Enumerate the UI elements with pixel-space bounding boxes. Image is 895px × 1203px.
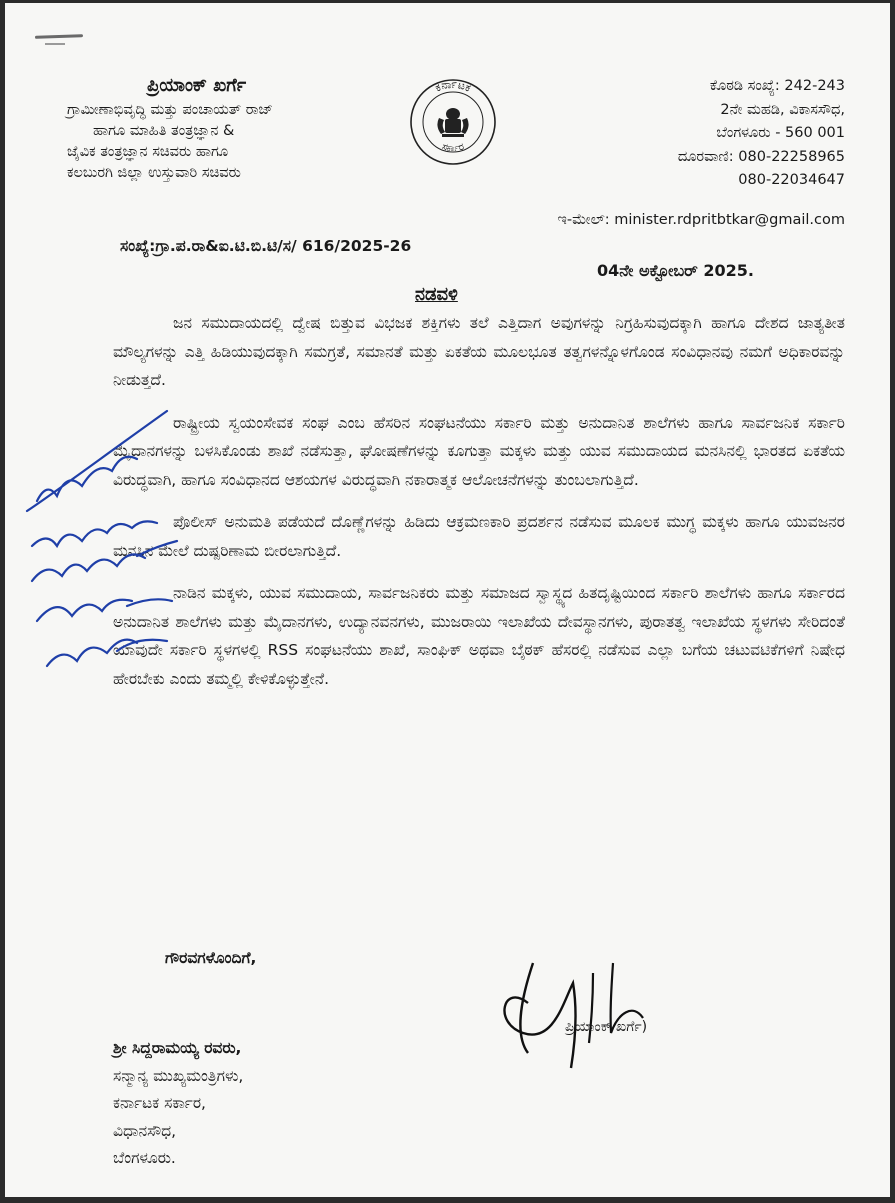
addressee-line: ಕರ್ನಾಟಕ ಸರ್ಕಾರ, bbox=[113, 1094, 206, 1112]
signature-icon bbox=[493, 943, 723, 1073]
emblem-top-text: ಕರ್ನಾಟಕ bbox=[433, 78, 473, 95]
karnataka-emblem-icon bbox=[409, 78, 497, 166]
addressee-line: ಸನ್ಮಾನ್ಯ ಮುಖ್ಯಮಂತ್ರಿಗಳು, bbox=[113, 1066, 244, 1085]
emblem-bottom-text: ಸರ್ಕಾರ bbox=[440, 141, 466, 155]
contact-line: 080-22034647 bbox=[738, 172, 845, 188]
letter-title: ನಡವಳಿ bbox=[415, 284, 458, 305]
addressee-line: ವಿಧಾನಸೌಧ, bbox=[113, 1121, 177, 1140]
staple-mark bbox=[35, 34, 83, 39]
staple-mark-shadow bbox=[45, 43, 65, 45]
addressee-line: ಬೆಂಗಳೂರು. bbox=[113, 1149, 176, 1167]
body-paragraph: ಜನ ಸಮುದಾಯದಲ್ಲಿ ದ್ವೇಷ ಬಿತ್ತುವ ವಿಭಜಕ ಶಕ್ತಿಗಳು ತಲೆ ಎತ್ತಿದಾಗ ಅವುಗಳನ್ನು ನಿಗ್ರಹಿಸುವುದಕ್ಕಾಗಿ ಹಾಗೂ ದೇಶದ ಜಾತ್ಯತೀತ ಮೌಲ್ಯಗಳನ್ನು ಎತ್ತಿ ಹಿಡಿಯುವುದಕ್ಕಾಗಿ ಸಮಗ್ರತೆ, ಸಮಾನತೆ ಮತ್ತು ಏಕತೆಯ ಮೂಲಭೂತ ತತ್ವಗಳನ್ನೊಳಗೊಂಡ ಸಂವಿಧಾನವು ನಮಗೆ ಅಧಿಕಾರವನ್ನು ನೀಡುತ್ತದೆ. bbox=[113, 314, 845, 389]
closing-salutation: ಗೌರವಗಳೊಂದಿಗೆ, bbox=[165, 949, 257, 967]
email-address: ಇ-ಮೇಲ್: minister.rdpritbtkar@gmail.com bbox=[557, 212, 845, 228]
designation-line: ಕಲಬುರಗಿ ಜಿಲ್ಲಾ ಉಸ್ತುವಾರಿ ಸಚಿವರು bbox=[67, 165, 241, 181]
designation-line: ಗ್ರಾಮೀಣಾಭಿವೃದ್ಧಿ ಮತ್ತು ಪಂಚಾಯತ್ ರಾಜ್ bbox=[67, 102, 273, 118]
body-paragraph: ನಾಡಿನ ಮಕ್ಕಳು, ಯುವ ಸಮುದಾಯ, ಸಾರ್ವಜನಿಕರು ಮತ್ತು ಸಮಾಜದ ಸ್ವಾಸ್ಥ್ಯದ ಹಿತದೃಷ್ಟಿಯಿಂದ ಸರ್ಕಾರಿ ಶಾಲೆಗಳು ಹಾಗೂ ಸರ್ಕಾರದ ಅನುದಾನಿತ ಶಾಲೆಗಳು ಮತ್ತು ಮೈದಾನಗಳು, ಉದ್ಯಾನವನಗಳು, ಮುಜರಾಯಿ ಇಲಾಖೆಯ ದೇವಸ್ಥಾನಗಳು, ಪುರಾತತ್ವ ಇಲಾಖೆಯ ಸ್ಥಳಗಳು ಸೇರಿದಂತೆ ಯಾವುದೇ ಸರ್ಕಾರಿ ಸ್ಥಳಗಳಲ್ಲಿ RSS ಸಂಘಟನೆಯು ಶಾಖೆ, ಸಾಂಘಿಕ್ ಅಥವಾ ಬೈಠಕ್ ಹೆಸರಲ್ಲಿ ನಡೆಸುವ ಎಲ್ಲಾ ಬಗೆಯ ಚಟುವಟಿಕೆಗಳಿಗೆ ನಿಷೇಧ ಹೇರಬೇಕು ಎಂದು ತಮ್ಮಲ್ಲಿ ಕೇಳಿಕೊಳ್ಳುತ್ತೇನೆ. bbox=[113, 584, 845, 688]
addressee-line: ಶ್ರೀ ಸಿದ್ದರಾಮಯ್ಯ ರವರು, bbox=[113, 1039, 242, 1057]
designation-line: ಜೈವಿಕ ತಂತ್ರಜ್ಞಾನ ಸಚಿವರು ಹಾಗೂ bbox=[67, 144, 229, 160]
svg-text:ಸರ್ಕಾರ bbox=[440, 141, 465, 154]
minister-header bbox=[67, 75, 397, 184]
contact-line: ದೂರವಾಣಿ: 080-22258965 bbox=[677, 148, 845, 165]
addressee-block bbox=[113, 1035, 243, 1173]
office-contact bbox=[557, 75, 845, 228]
designation-line: ಹಾಗೂ ಮಾಹಿತಿ ತಂತ್ರಜ್ಞಾನ & bbox=[93, 123, 235, 139]
letter-body bbox=[113, 309, 845, 707]
letter-date: 04ನೇ ಅಕ್ಟೋಬರ್ 2025. bbox=[597, 261, 754, 280]
reference-number: ಸಂಖ್ಯೆ:ಗ್ರಾ.ಪ.ರಾ&ಐ.ಟಿ.ಬಿ.ಟಿ/ಸ/ 616/2025-26 bbox=[120, 237, 412, 255]
letter-page bbox=[5, 3, 890, 1197]
body-paragraph: ಪೊಲೀಸ್ ಅನುಮತಿ ಪಡೆಯದೆ ದೊಣ್ಣೆಗಳನ್ನು ಹಿಡಿದು ಆಕ್ರಮಣಕಾರಿ ಪ್ರದರ್ಶನ ನಡೆಸುವ ಮೂಲಕ ಮುಗ್ಧ ಮಕ್ಕಳು ಹಾಗೂ ಯುವಜನರ ಮನಸಿನ ಮೇಲೆ ದುಷ್ಪರಿಣಾಮ ಬೀರಲಾಗುತ್ತಿದೆ. bbox=[113, 513, 845, 560]
signatory-name: ಪ್ರಿಯಾಂಕ್ ಖರ್ಗೆ) bbox=[565, 1019, 648, 1035]
minister-name: ಪ್ರಿಯಾಂಕ್ ಖರ್ಗೆ bbox=[147, 75, 247, 96]
contact-line: 2ನೇ ಮಹಡಿ, ವಿಕಾಸಸೌಧ, bbox=[720, 101, 845, 118]
contact-line: ಬೆಂಗಳೂರು - 560 001 bbox=[716, 125, 845, 141]
handwritten-annotation-icon bbox=[17, 381, 217, 701]
body-paragraph: ರಾಷ್ಟ್ರೀಯ ಸ್ವಯಂಸೇವಕ ಸಂಘ ಎಂಬ ಹೆಸರಿನ ಸಂಘಟನೆಯು ಸರ್ಕಾರಿ ಮತ್ತು ಅನುದಾನಿತ ಶಾಲೆಗಳು ಹಾಗೂ ಸಾರ್ವಜನಿಕ ಸರ್ಕಾರಿ ಮೈದಾನಗಳನ್ನು ಬಳಸಿಕೊಂಡು ಶಾಖೆ ನಡೆಸುತ್ತಾ, ಘೋಷಣೆಗಳನ್ನು ಕೂಗುತ್ತಾ ಮಕ್ಕಳು ಮತ್ತು ಯುವ ಸಮುದಾಯದ ಮನಸಿನಲ್ಲಿ ಭಾರತದ ಏಕತೆಯ ವಿರುದ್ಧವಾಗಿ, ಹಾಗೂ ಸಂವಿಧಾನದ ಆಶಯಗಳ ವಿರುದ್ಧವಾಗಿ ನಕಾರಾತ್ಮಕ ಆಲೋಚನೆಗಳನ್ನು ತುಂಬಲಾಗುತ್ತಿದೆ. bbox=[113, 413, 845, 489]
contact-line: ಕೊಠಡಿ ಸಂಖ್ಯೆ: 242-243 bbox=[709, 78, 845, 94]
